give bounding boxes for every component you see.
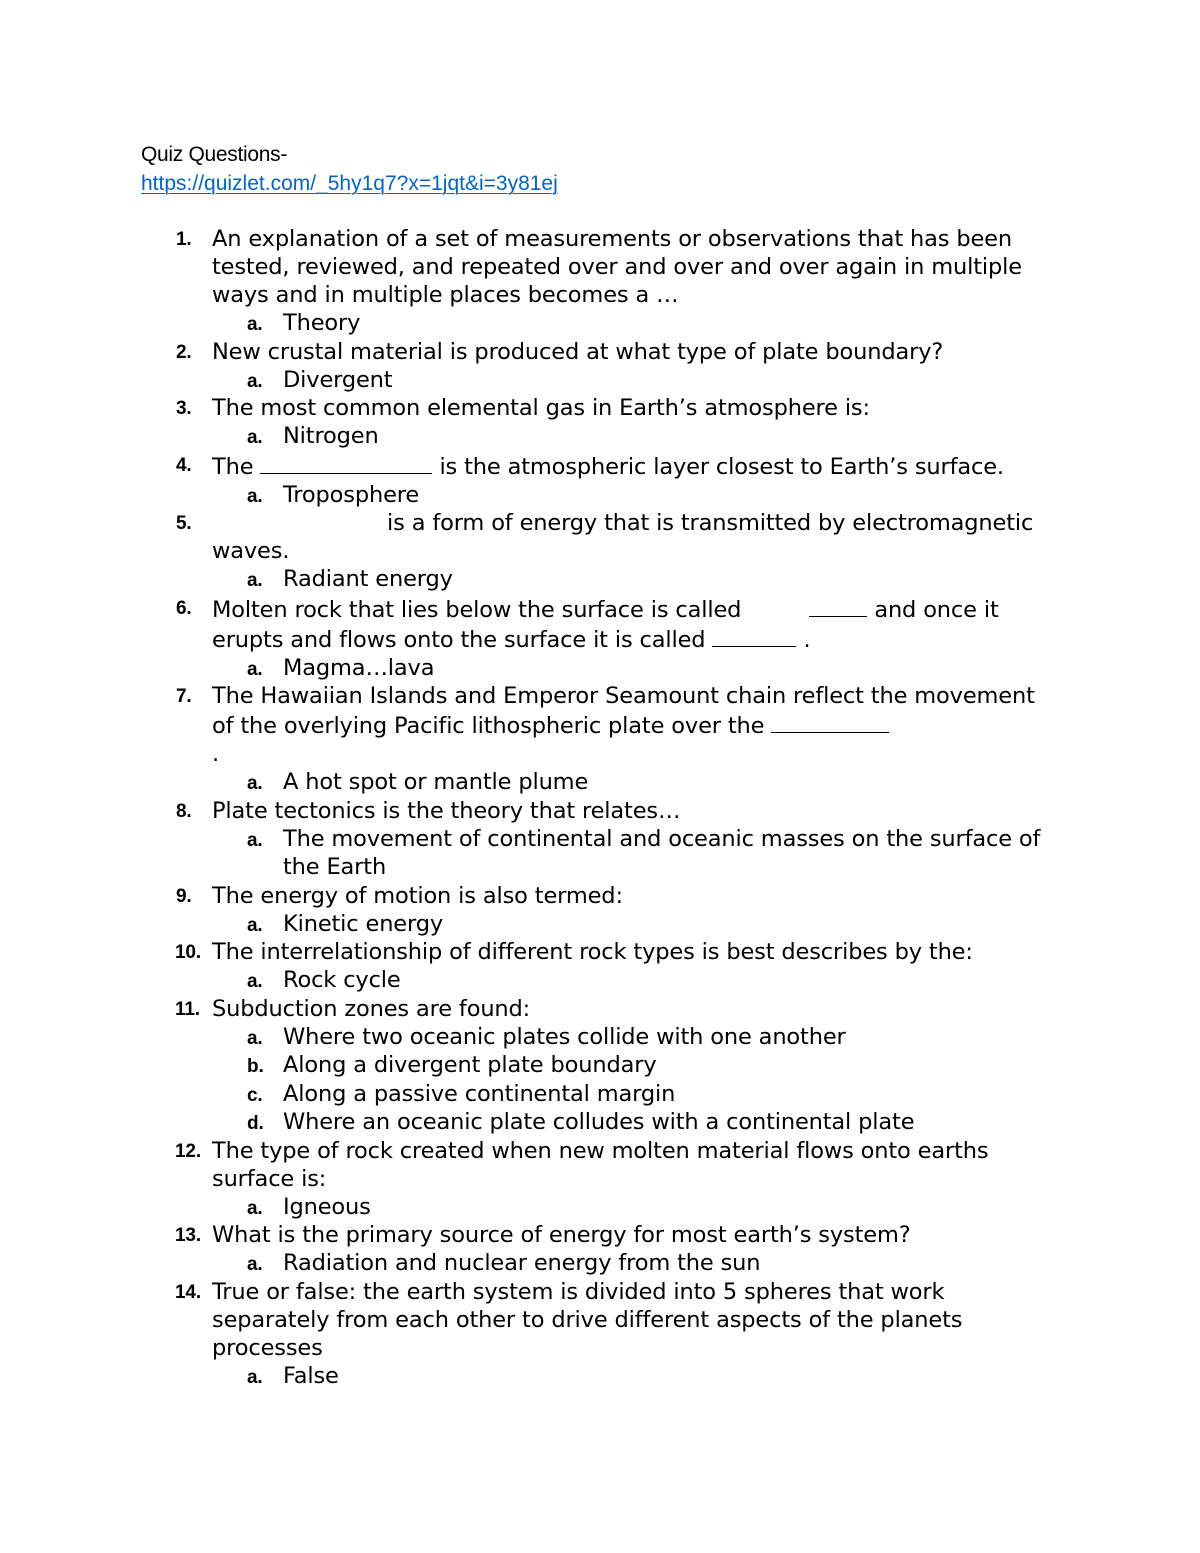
answer-text: A hot spot or mantle plume bbox=[283, 769, 589, 795]
answer-letter: a. bbox=[247, 914, 263, 936]
question-item bbox=[0, 1137, 1062, 1193]
answer-item bbox=[0, 481, 1063, 510]
answer-item bbox=[0, 966, 1063, 995]
answer-text: Radiant energy bbox=[283, 566, 453, 592]
question-text: New crustal material is produced at what type of plate boundary? bbox=[212, 338, 944, 365]
answer-text: Along a divergent plate boundary bbox=[283, 1052, 657, 1078]
answer-letter: a. bbox=[247, 570, 263, 591]
question-number: 2. bbox=[176, 341, 192, 363]
question-item bbox=[0, 451, 1062, 481]
question-number: 6. bbox=[176, 597, 192, 619]
answer-item bbox=[0, 768, 1063, 797]
question-text: Subduction zones are found: bbox=[212, 995, 531, 1022]
answer-text: Radiation and nuclear energy from the sun bbox=[283, 1250, 761, 1276]
answer-letter: a. bbox=[247, 1366, 263, 1388]
question-item bbox=[0, 1278, 1062, 1362]
question-number: 5. bbox=[176, 513, 192, 534]
question-text-before: The bbox=[212, 453, 254, 480]
answer-item bbox=[0, 366, 1063, 395]
question-text bbox=[212, 451, 1062, 481]
question-text-before: Molten rock that lies below the surface is called bbox=[212, 596, 742, 623]
answer-letter: d. bbox=[247, 1113, 264, 1134]
question-text-after: is a form of energy that is transmitted by electromagnetic waves. bbox=[212, 510, 1034, 564]
fill-in-blank bbox=[771, 710, 889, 733]
question-item bbox=[0, 338, 1062, 366]
question-text bbox=[212, 509, 1062, 565]
answer-text: Theory bbox=[283, 310, 361, 336]
question-number: 3. bbox=[176, 398, 192, 419]
answer-letter: a. bbox=[247, 1027, 263, 1049]
question-item bbox=[0, 225, 1062, 309]
answer-text: Magma…lava bbox=[283, 654, 435, 681]
document-heading: Quiz Questions- bbox=[141, 143, 288, 166]
question-number: 10. bbox=[175, 942, 201, 963]
answer-letter: a. bbox=[247, 829, 263, 851]
answer-item bbox=[0, 654, 1063, 683]
answer-text: False bbox=[283, 1362, 339, 1389]
question-text: Plate tectonics is the theory that relates… bbox=[212, 797, 681, 824]
question-text bbox=[212, 594, 1062, 654]
answer-text: Kinetic energy bbox=[283, 910, 444, 937]
question-item bbox=[0, 594, 1062, 654]
question-text bbox=[212, 682, 1062, 768]
question-item bbox=[0, 682, 1062, 768]
answer-text: Divergent bbox=[283, 366, 393, 393]
question-text-after: . bbox=[212, 741, 220, 767]
answer-text: Troposphere bbox=[283, 481, 420, 508]
answer-item bbox=[0, 1051, 1063, 1080]
answer-letter: a. bbox=[247, 1197, 263, 1219]
question-number: 1. bbox=[176, 229, 192, 250]
question-number: 14. bbox=[175, 1281, 201, 1303]
question-number: 11. bbox=[175, 998, 200, 1020]
answer-text: Along a passive continental margin bbox=[283, 1080, 676, 1107]
question-text: What is the primary source of energy for most earth’s system? bbox=[212, 1222, 911, 1248]
answer-text: The movement of continental and oceanic masses on the surface of the Earth bbox=[283, 825, 1041, 880]
fill-in-blank bbox=[809, 594, 867, 617]
answer-letter: a. bbox=[247, 658, 263, 680]
question-item bbox=[0, 938, 1062, 966]
answer-item bbox=[0, 422, 1063, 451]
question-item bbox=[0, 1221, 1062, 1249]
question-number: 13. bbox=[175, 1225, 201, 1246]
question-number: 4. bbox=[176, 454, 192, 476]
answer-item bbox=[0, 1108, 1063, 1137]
answer-letter: a. bbox=[247, 427, 263, 448]
question-item bbox=[0, 797, 1062, 825]
answer-letter: a. bbox=[247, 485, 263, 507]
answer-item bbox=[0, 309, 1063, 338]
question-number: 7. bbox=[176, 686, 192, 707]
question-text: True or false: the earth system is divided into 5 spheres that work separately from each other to drive different aspects of the planets processes bbox=[212, 1278, 963, 1361]
question-text: The most common elemental gas in Earth’s atmosphere is: bbox=[212, 395, 870, 421]
quizlet-link[interactable]: https://quizlet.com/_5hy1q7?x=1jqt&i=3y81ej bbox=[141, 172, 558, 195]
question-text-middle: and once it erupts and flows onto the surface it is called bbox=[212, 596, 999, 653]
answer-letter: b. bbox=[247, 1056, 264, 1077]
answer-letter: c. bbox=[247, 1084, 263, 1106]
answer-letter: a. bbox=[247, 971, 263, 992]
answer-text: Nitrogen bbox=[283, 423, 379, 449]
answer-text: Igneous bbox=[283, 1193, 371, 1220]
question-item bbox=[0, 394, 1062, 422]
answer-item bbox=[0, 1362, 1063, 1391]
answer-text: Where two oceanic plates collide with one another bbox=[283, 1023, 846, 1050]
question-text-after: . bbox=[803, 626, 811, 653]
answer-item bbox=[0, 1023, 1063, 1052]
question-number: 12. bbox=[175, 1140, 201, 1162]
answer-letter: a. bbox=[247, 314, 263, 335]
answer-text: Rock cycle bbox=[283, 967, 401, 993]
answer-item bbox=[0, 1193, 1063, 1222]
fill-in-blank bbox=[260, 451, 432, 474]
answer-item bbox=[0, 565, 1063, 594]
answer-item bbox=[0, 1080, 1063, 1109]
question-text: The interrelationship of different rock types is best describes by the: bbox=[212, 939, 973, 965]
question-item bbox=[0, 509, 1062, 565]
question-text-after: is the atmospheric layer closest to Earth’s surface. bbox=[439, 453, 1004, 480]
question-number: 8. bbox=[176, 800, 192, 822]
answer-letter: a. bbox=[247, 773, 263, 794]
answer-item bbox=[0, 1249, 1063, 1278]
question-list bbox=[0, 225, 1200, 1390]
answer-item bbox=[0, 825, 1063, 882]
question-text: The type of rock created when new molten material flows onto earths surface is: bbox=[212, 1137, 989, 1192]
question-text: The energy of motion is also termed: bbox=[212, 882, 623, 909]
answer-text: Where an oceanic plate colludes with a continental plate bbox=[283, 1109, 915, 1135]
question-text-before: The Hawaiian Islands and Emperor Seamount chain reflect the movement of the overlying Pacific lithospheric plate over the bbox=[212, 683, 1035, 739]
question-number: 9. bbox=[176, 885, 192, 907]
answer-letter: a. bbox=[247, 370, 263, 392]
question-item bbox=[0, 995, 1062, 1023]
answer-item bbox=[0, 910, 1063, 939]
fill-in-blank bbox=[712, 624, 796, 647]
question-text: An explanation of a set of measurements or observations that has been tested, reviewed, and repeated over and over and over again in multiple ways and in multiple places becomes a … bbox=[212, 226, 1022, 308]
answer-letter: a. bbox=[247, 1254, 263, 1275]
question-item bbox=[0, 882, 1062, 910]
